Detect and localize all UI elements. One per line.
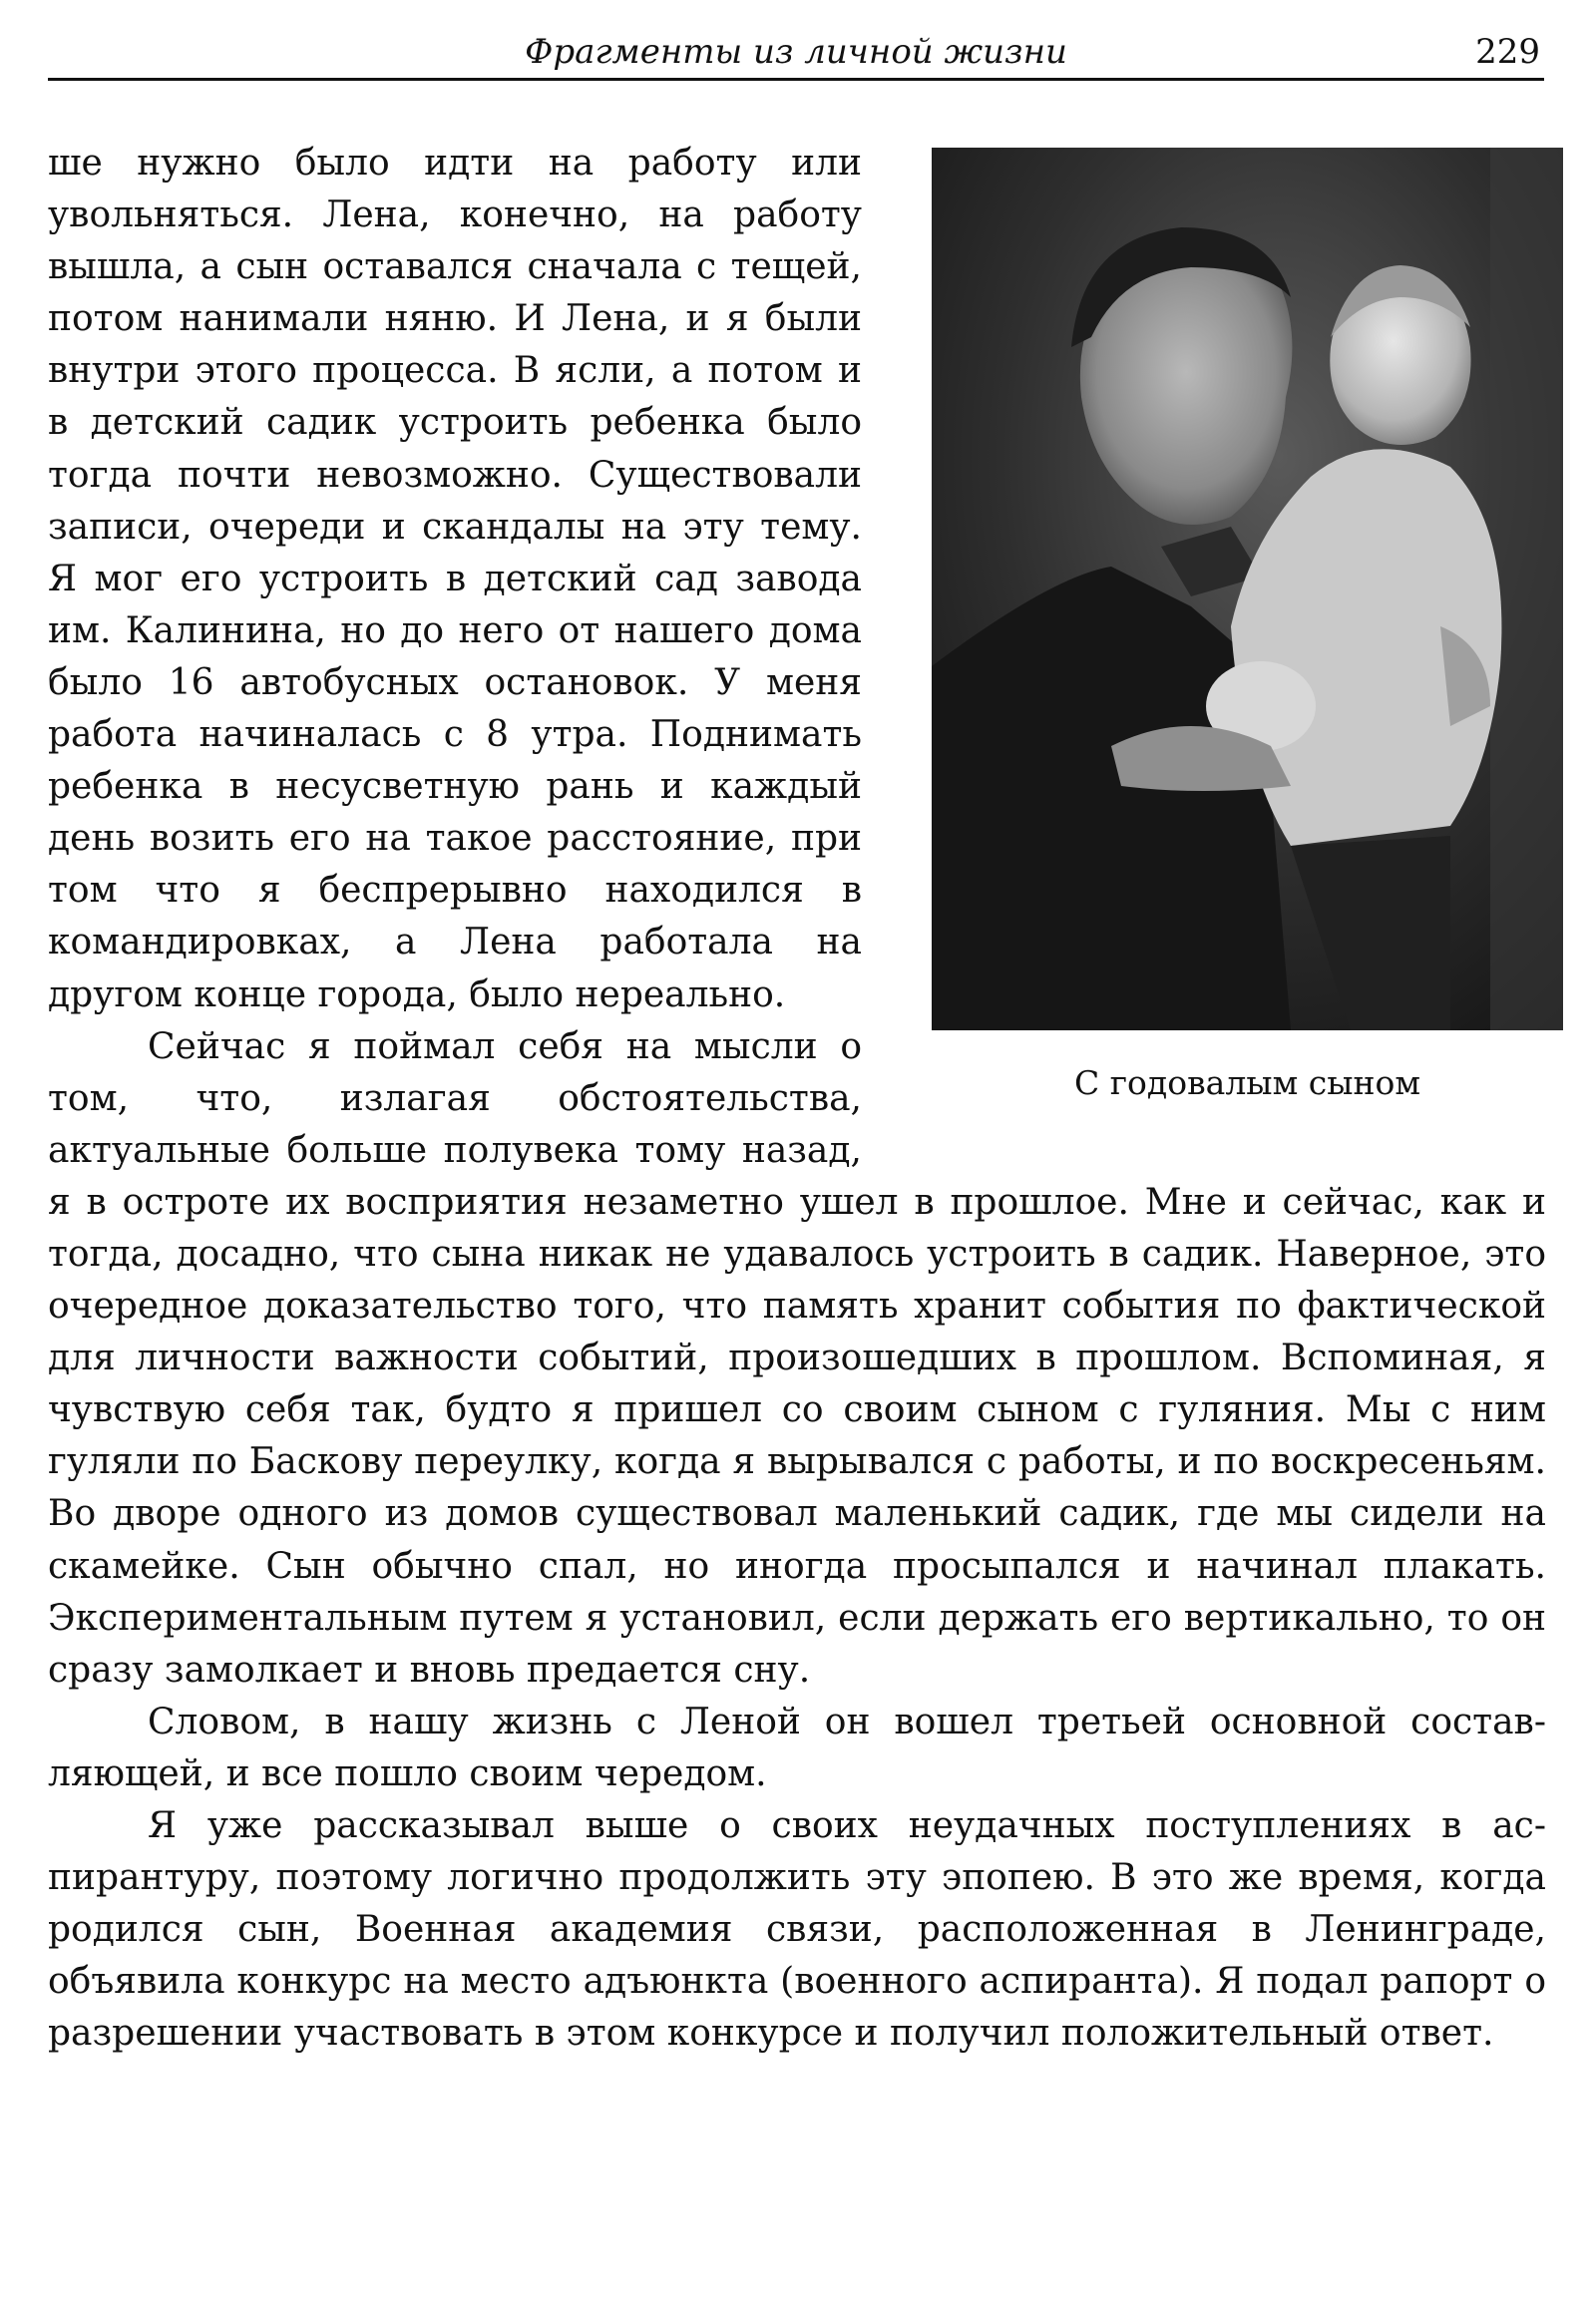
body-text [48, 138, 1546, 2060]
photo-image [932, 148, 1563, 1030]
paragraph-1: ше нужно было идти на работу или увольняться. Лена, конечно, на работу вышла, а сын оставался сначала с тещей, потом нанимали няню. И Лена, и я были внутри этого процесса. В ясли, а потом и в детский садик устроить ребенка было тогда почти невозможно. Существовали записи, очереди и скандалы на эту тему. Я мог его устроить в детский сад завода им. Калинина, но до него от нашего дома было 16 автобусных остановок. У меня работа начиналась с 8 утра. Поднимать ребенка в несусветную рань и каждый день возить его на такое расстояние, при том что я беспрерывно находился в командировках, а Лена работала на другом конце города, было нереально. [48, 143, 862, 1015]
photo-caption: С годовалым сыном [1074, 1063, 1420, 1102]
paragraph-2: Сейчас я поймал себя на мысли о том, что, излагая обстоятельства, актуальные больше полувека тому назад, я в остроте их восприятия незаметно ушел в прошлое. Мне и сейчас, как и тогда, досадно, что сына никак не удавалось устроить в садик. Наверное, это очередное доказательство того, что память хранит события по фактической для личности важности событий, произошедших в прошлом. Вспоминая, я чувствую себя так, будто я пришел со своим сыном с гуляния. Мы с ним гуляли по Баскову переулку, когда я вырывался с работы, и по воскресеньям. Во дворе одного из домов существовал маленький садик, где мы сидели на скамейке. Сын обычно спал, но иногда просыпался и начинал плакать. Экспериментальным путем я установил, если держать его вертикально, то он сразу замолкает и вновь предается сну. [48, 1025, 1546, 1691]
photo [932, 148, 1563, 1030]
paragraph-3: Словом, в нашу жизнь с Леной он вошел третьей основной составляющей, и все пошло своим чередом. [48, 1701, 1546, 1794]
paragraph-4: Я уже рассказывал выше о своих неудачных поступлениях в аспирантуру, поэтому логично продолжить эту эпопею. В это же время, когда родился сын, Военная академия связи, расположенная в Ленинграде, объявила конкурс на место адъюнкта (военного аспиранта). Я подал рапорт о разрешении участвовать в этом конкурсе и получил положительный ответ. [48, 1805, 1546, 2055]
page-header [48, 28, 1544, 81]
photo-figure [882, 138, 1546, 1151]
page-number: 229 [1475, 32, 1540, 72]
running-title: Фрагменты из личной жизни [525, 32, 1067, 72]
